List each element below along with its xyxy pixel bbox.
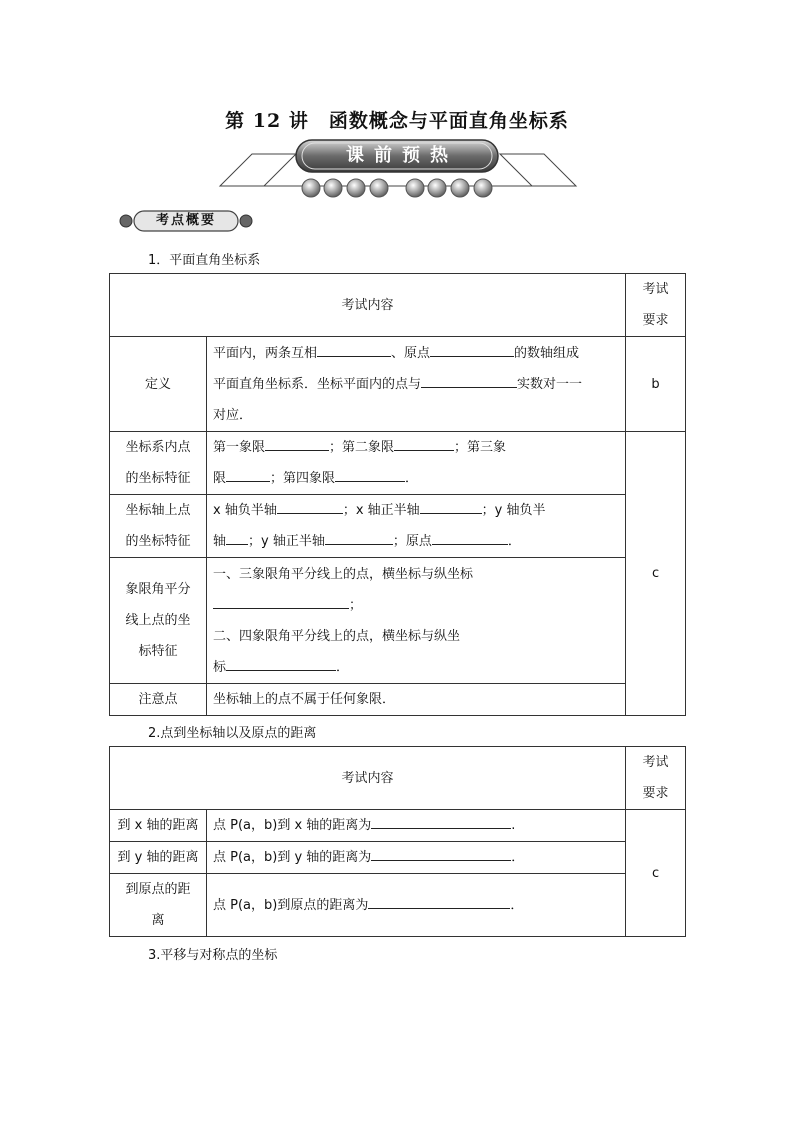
section-2-heading: 2.点到坐标轴以及原点的距离 bbox=[148, 726, 317, 741]
table-row bbox=[110, 558, 686, 684]
row-label bbox=[110, 495, 207, 558]
answer-blank bbox=[277, 500, 343, 514]
text-segment: 轴 bbox=[213, 534, 227, 549]
text-segment: x 轴负半轴 bbox=[213, 503, 277, 518]
text-segment: 的数轴组成 bbox=[514, 345, 580, 361]
text-segment: ；第二象限 bbox=[329, 440, 395, 455]
table-row bbox=[110, 810, 686, 842]
text-segment: ． bbox=[507, 534, 521, 549]
row-requirement: c bbox=[626, 810, 686, 937]
text-segment: ； bbox=[349, 597, 363, 613]
text-segment: 离 bbox=[151, 913, 165, 928]
distance-table bbox=[109, 746, 686, 937]
page-title: 第 12 讲 函数概念与平面直角坐标系 bbox=[225, 110, 569, 132]
text-segment: ；y 轴正半轴 bbox=[248, 534, 325, 549]
text-segment: ；第三象 bbox=[454, 440, 507, 455]
row-content: 坐标轴上的点不属于任何象限． bbox=[207, 684, 626, 716]
header-requirement bbox=[626, 747, 686, 810]
text-segment: 考试 bbox=[642, 282, 669, 297]
text-segment: ． bbox=[405, 471, 419, 486]
header-content: 考试内容 bbox=[110, 274, 626, 337]
text-segment: 要求 bbox=[642, 313, 669, 328]
row-content bbox=[207, 432, 626, 495]
text-segment: 点 P(a，b)到 x 轴的距离为 bbox=[213, 818, 372, 833]
row-label: 注意点 bbox=[110, 684, 207, 716]
text-segment: 实数对一一 bbox=[517, 376, 583, 392]
answer-blank bbox=[368, 895, 510, 909]
text-segment: 坐标系内点 bbox=[125, 440, 191, 455]
table-row bbox=[110, 495, 686, 558]
badge-label: 考点概要 bbox=[155, 213, 216, 228]
answer-blank bbox=[226, 657, 336, 671]
row-label bbox=[110, 874, 207, 937]
text-segment: ． bbox=[336, 659, 350, 675]
coordinate-system-table bbox=[109, 273, 686, 716]
answer-blank bbox=[371, 815, 511, 829]
answer-blank bbox=[432, 531, 508, 545]
text-segment: 象限角平分 bbox=[125, 582, 191, 597]
table-row bbox=[110, 842, 686, 874]
text-segment: 标 bbox=[213, 659, 227, 675]
text-segment: 、原点 bbox=[391, 345, 431, 361]
header-content: 考试内容 bbox=[110, 747, 626, 810]
row-label: 到 y 轴的距离 bbox=[110, 842, 207, 874]
row-content bbox=[207, 874, 626, 937]
answer-blank bbox=[420, 500, 482, 514]
text-segment: ；y 轴负半 bbox=[481, 503, 546, 518]
row-label bbox=[110, 432, 207, 495]
text-segment: 平面内，两条互相 bbox=[213, 345, 318, 361]
table-header-row bbox=[110, 747, 686, 810]
text-segment: 点 P(a，b)到原点的距离为 bbox=[213, 897, 369, 913]
answer-blank bbox=[226, 531, 248, 545]
row-content bbox=[207, 558, 626, 684]
answer-blank bbox=[226, 468, 270, 482]
text-segment: ；第四象限 bbox=[270, 471, 336, 486]
table-row bbox=[110, 337, 686, 432]
answer-blank bbox=[430, 343, 514, 357]
table-header-row bbox=[110, 274, 686, 337]
text-segment: 限 bbox=[213, 471, 227, 486]
answer-blank bbox=[317, 343, 391, 357]
answer-blank bbox=[394, 437, 454, 451]
row-requirement: b bbox=[626, 337, 686, 432]
text-segment: 第一象限 bbox=[213, 440, 266, 455]
answer-blank bbox=[213, 595, 349, 609]
row-label: 到 x 轴的距离 bbox=[110, 810, 207, 842]
section-1-heading: 1．平面直角坐标系 bbox=[148, 253, 261, 268]
answer-blank bbox=[325, 531, 393, 545]
answer-blank bbox=[335, 468, 405, 482]
table-row bbox=[110, 432, 686, 495]
text-segment: . bbox=[511, 818, 516, 833]
header-requirement bbox=[626, 274, 686, 337]
text-segment: 点 P(a，b)到 y 轴的距离为 bbox=[213, 850, 372, 865]
banner-label: 课前预热 bbox=[346, 145, 458, 166]
text-segment: 的坐标特征 bbox=[125, 534, 191, 549]
text-segment: 二、四象限角平分线上的点，横坐标与纵坐 bbox=[213, 628, 461, 644]
row-content bbox=[207, 842, 626, 874]
text-segment: 对应． bbox=[213, 407, 253, 423]
text-segment: ． bbox=[510, 897, 524, 913]
text-segment: ；原点 bbox=[392, 534, 432, 549]
table-row bbox=[110, 874, 686, 937]
text-segment: 到原点的距 bbox=[125, 882, 191, 897]
row-label bbox=[110, 558, 207, 684]
text-segment: 线上点的坐 bbox=[125, 613, 191, 628]
answer-blank bbox=[371, 847, 511, 861]
row-requirement: c bbox=[626, 432, 686, 716]
row-content bbox=[207, 810, 626, 842]
answer-blank bbox=[265, 437, 329, 451]
row-content bbox=[207, 495, 626, 558]
section-3-heading: 3.平移与对称点的坐标 bbox=[148, 948, 278, 963]
text-segment: ；x 轴正半轴 bbox=[342, 503, 420, 518]
text-segment: 的坐标特征 bbox=[125, 471, 191, 486]
text-segment: 要求 bbox=[642, 786, 669, 801]
answer-blank bbox=[421, 374, 517, 388]
text-segment: 考试 bbox=[642, 755, 669, 770]
row-label: 定义 bbox=[110, 337, 207, 432]
text-segment: 一、三象限角平分线上的点，横坐标与纵坐标 bbox=[213, 566, 474, 582]
row-content bbox=[207, 337, 626, 432]
table-row bbox=[110, 684, 686, 716]
text-segment: 平面直角坐标系．坐标平面内的点与 bbox=[213, 376, 422, 392]
text-segment: 坐标轴上点 bbox=[125, 503, 191, 518]
text-segment: 标特征 bbox=[138, 644, 178, 659]
text-segment: ． bbox=[511, 850, 525, 865]
